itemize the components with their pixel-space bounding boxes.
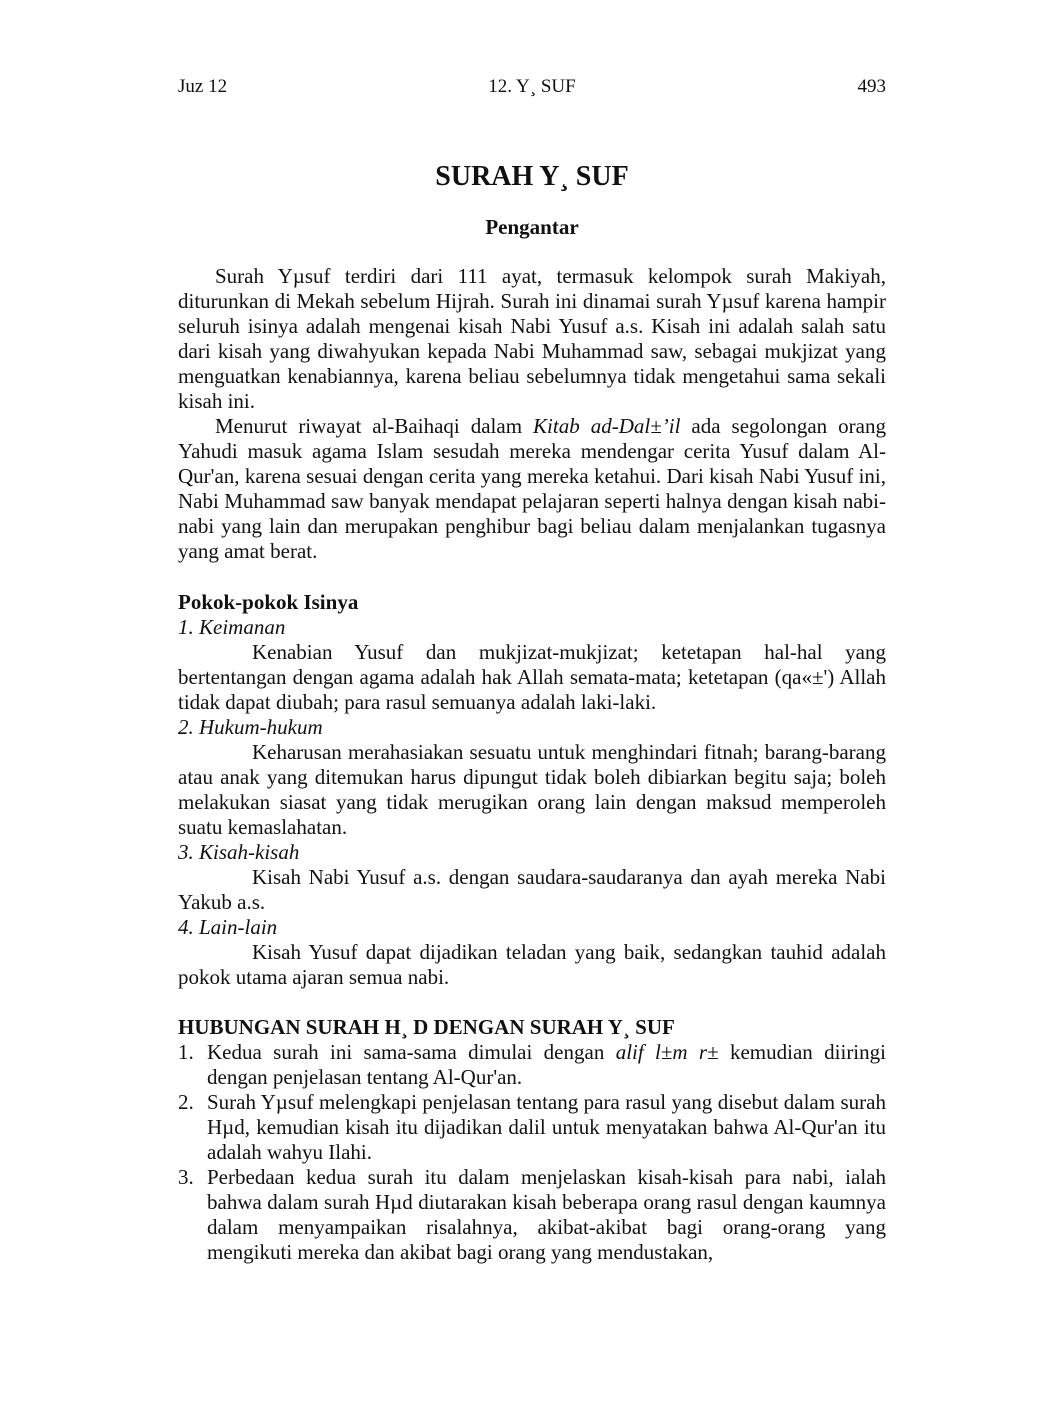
pokok-item-4-title: 4. Lain-lain	[178, 915, 278, 939]
hubungan-heading: HUBUNGAN SURAH H¸ D DENGAN SURAH Y¸ SUF	[178, 1015, 675, 1039]
section-title-pengantar: Pengantar	[485, 215, 579, 239]
pokok-item-4-text: Kisah Yusuf dapat dijadikan teladan yang baik, sedangkan tauhid adalah pokok utama ajaran semua nabi.	[178, 940, 886, 989]
hubungan-item-2	[178, 1090, 886, 1165]
hubungan-list	[178, 1040, 886, 1265]
intro-p2-text-b: ada segolongan orang Yahudi masuk agama Islam sesudah mereka mendengar cerita Yusuf dalam Al-Qur'an, karena sesuai dengan cerita yang mereka ketahui. Dari kisah Nabi Yusuf ini, Nabi Muhammad saw banyak mendapat pelajaran seperti halnya dengan kisah nabi-nabi yang lain dan merupakan penghibur bagi beliau dalam menjalankan tugasnya yang amat berat.	[178, 414, 886, 563]
pokok-item-3-text: Kisah Nabi Yusuf a.s. dengan saudara-saudaranya dan ayah mereka Nabi Yakub a.s.	[178, 865, 886, 914]
intro-paragraph-2	[178, 414, 886, 564]
hubungan-item-3	[178, 1165, 886, 1265]
intro-p2-text-a: Menurut riwayat al-Baihaqi dalam	[215, 414, 534, 438]
hubungan-item-1-number: 1.	[178, 1040, 194, 1064]
intro-paragraph-1: Surah Yµsuf terdiri dari 111 ayat, termasuk kelompok surah Makiyah, diturunkan di Mekah sebelum Hijrah. Surah ini dinamai surah Yµsuf karena hampir seluruh isinya adalah mengenai kisah Nabi Yusuf a.s. Kisah ini adalah salah satu dari kisah yang diwahyukan kepada Nabi Muhammad saw, sebagai mukjizat yang menguatkan kenabiannya, karena beliau sebelumnya tidak mengetahui sama sekali kisah ini.	[178, 264, 886, 413]
pokok-item-1-title: 1. Keimanan	[178, 615, 286, 639]
page	[178, 70, 886, 1265]
page-title: SURAH Y¸ SUF	[435, 161, 629, 192]
pokok-item-2-title: 2. Hukum-hukum	[178, 715, 323, 739]
hubungan-item-3-text: Perbedaan kedua surah itu dalam menjelaskan kisah-kisah para nabi, ialah bahwa dalam surah Hµd diutarakan kisah beberapa orang rasul dengan kaumnya dalam menyampaikan risalahnya, akibat-akibat bagi orang-orang yang mengikuti mereka dan akibat bagi orang yang mendustakan,	[207, 1165, 886, 1264]
hubungan-item-2-text: Surah Yµsuf melengkapi penjelasan tentang para rasul yang disebut dalam surah Hµd, kemudian kisah itu dijadikan dalil untuk menyatakan bahwa Al-Qur'an itu adalah wahyu Ilahi.	[207, 1090, 886, 1164]
pokok-item-3-title: 3. Kisah-kisah	[178, 840, 300, 864]
pokok-item-1-text: Kenabian Yusuf dan mukjizat-mukjizat; ketetapan hal-hal yang bertentangan dengan agama adalah hak Allah semata-mata; ketetapan (qa«±') Allah tidak dapat diubah; para rasul semuanya adalah laki-laki.	[178, 640, 886, 714]
hubungan-item-2-number: 2.	[178, 1090, 194, 1114]
hubungan-item-1-text-a: Kedua surah ini sama-sama dimulai dengan	[207, 1040, 616, 1064]
intro-p2-book-title: Kitab ad-Dal±’il	[533, 414, 681, 438]
page-number: 493	[857, 76, 886, 97]
pokok-item-2-text: Keharusan merahasiakan sesuatu untuk menghindari fitnah; barang-barang atau anak yang ditemukan harus dipungut tidak boleh dibiarkan begitu saja; boleh melakukan siasat yang tidak merugikan orang lain dengan maksud memperoleh suatu kemaslahatan.	[178, 740, 886, 839]
header-juz: Juz 12	[178, 76, 228, 97]
hubungan-item-1-italic: alif l±m r±	[615, 1040, 719, 1064]
running-header	[178, 70, 886, 104]
hubungan-item-1-text-b: kemudian diiringi dengan penjelasan tentang Al-Qur'an.	[207, 1040, 886, 1089]
header-surah: 12. Y¸ SUF	[488, 76, 576, 97]
pokok-heading: Pokok-pokok Isinya	[178, 590, 359, 614]
hubungan-item-3-number: 3.	[178, 1165, 194, 1189]
hubungan-item-1	[178, 1040, 886, 1090]
